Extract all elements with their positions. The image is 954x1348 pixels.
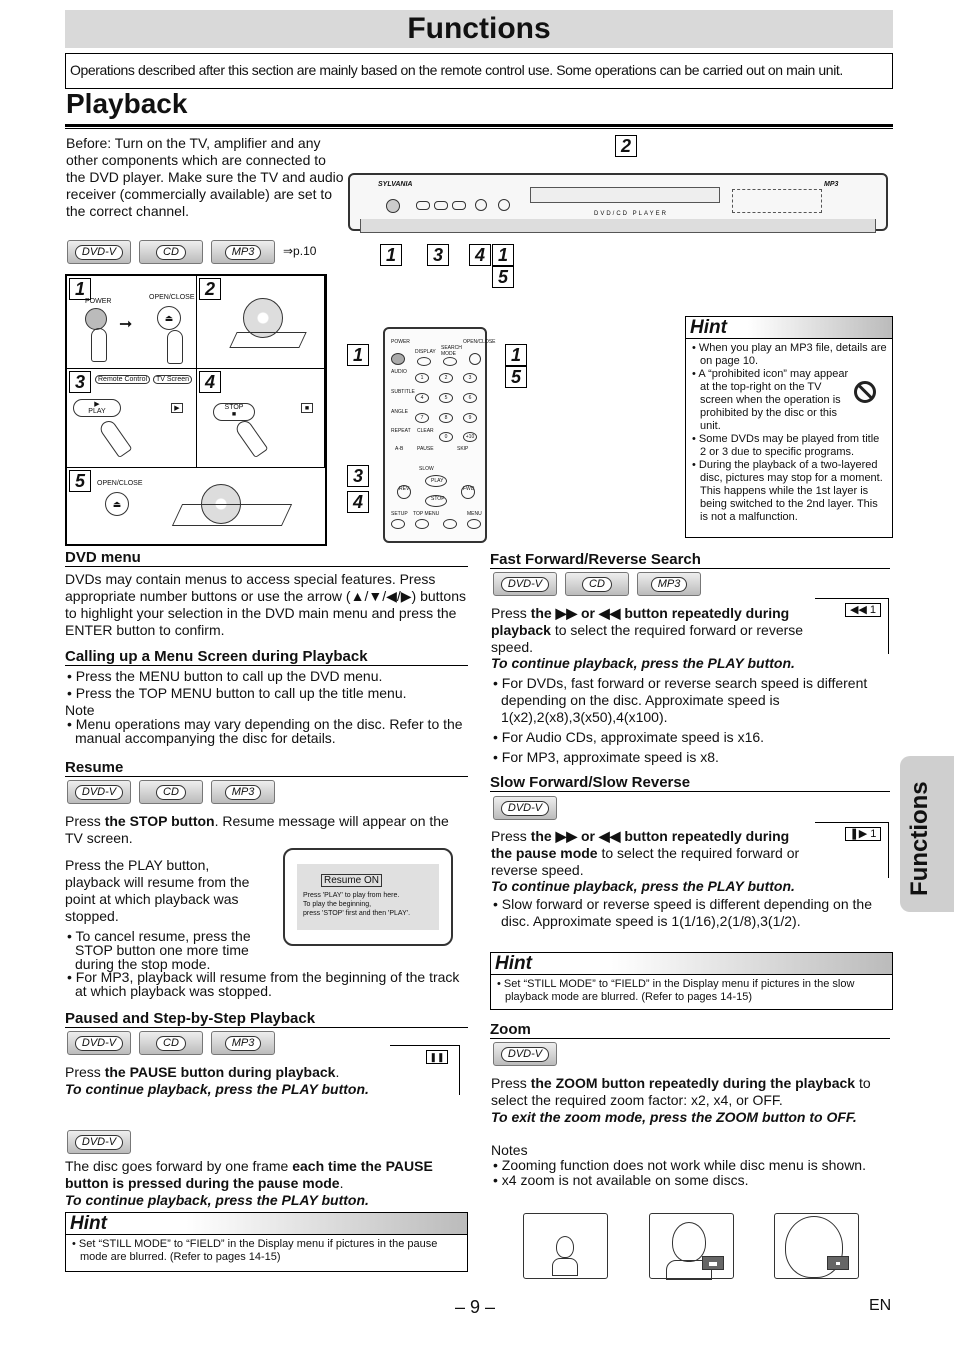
face-icon	[672, 1222, 706, 1262]
hint-list	[66, 1235, 467, 1267]
ff-heading: Fast Forward/Reverse Search	[490, 551, 890, 569]
list-item: • For MP3, approximate speed is x8.	[491, 749, 891, 766]
remote-menu-label: MENU	[467, 511, 482, 517]
before-text: Before: Turn on the TV, amplifier and any other components which are connected to the DVD player. Make sure the TV and audio receiver (commercially available) are set to the correct channel.	[66, 135, 344, 219]
face-icon	[556, 1236, 574, 1258]
eject-button-icon-5: ⏏	[105, 492, 129, 516]
remote-control-illustration	[383, 327, 496, 543]
remote-fwd-button[interactable]	[461, 485, 475, 499]
dvd-player-illustration	[348, 165, 893, 245]
disc-badges-resume	[67, 780, 327, 804]
zoom-heading: Zoom	[490, 1021, 890, 1039]
hand-icon-4	[234, 418, 269, 458]
arrow-icon: ➞	[119, 316, 133, 333]
step-4-cell	[197, 369, 325, 468]
zoom-indicator	[702, 1256, 724, 1270]
power-label: POWER	[85, 298, 112, 305]
mp3-badge: MP3	[211, 1031, 275, 1055]
side-tab-label: Functions	[906, 781, 933, 896]
slow-continue: To continue playback, press the PLAY button.	[491, 878, 795, 894]
remote-subtitle-label: SUBTITLE	[391, 389, 415, 395]
remote-search-label: SEARCH MODE	[441, 345, 462, 357]
dvd-menu-body: DVDs may contain menus to access special features. Press appropriate number buttons or use the arrow (▲/▼/◀/▶) buttons to highlight your selection in the DVD main menu and press the ENTER button to confirm.	[65, 571, 466, 638]
remote-angle-label: ANGLE	[391, 409, 408, 415]
key-9[interactable]: 9	[463, 413, 477, 423]
remote-callout-5: 5	[505, 366, 527, 388]
pause-display	[390, 1045, 460, 1095]
hand-icon-2	[167, 330, 183, 364]
key-1[interactable]: 1	[415, 373, 429, 383]
hint-title: Hint	[686, 317, 892, 339]
paused-continue-2: To continue playback, press the PLAY button.	[65, 1192, 369, 1208]
remote-callout-3: 3	[347, 465, 369, 487]
dvd-menu-heading: DVD menu	[65, 549, 468, 567]
hint-item: • When you play an MP3 file, details are on page 10.	[690, 342, 888, 368]
hint-box-top	[685, 316, 893, 538]
dvd-badge: DVD-V	[67, 1130, 131, 1154]
remote-clear-label: CLEAR	[417, 428, 434, 434]
remote-callout-1: 1	[347, 344, 369, 366]
cd-badge: CD	[139, 240, 203, 264]
open-close-button[interactable]	[498, 199, 510, 211]
hint-item: • A “prohibited icon” may appear at the top-right on the TV screen when the operation is prohibited by the disc or this unit.	[690, 368, 888, 433]
disc-tray	[530, 187, 720, 203]
calling-menu-list	[65, 668, 468, 702]
eject-button-icon: ⏏	[157, 306, 181, 330]
slow-heading: Slow Forward/Slow Reverse	[490, 774, 890, 792]
remote-slow-label: SLOW	[419, 466, 434, 472]
hint-item: • Some DVDs may be played from title 2 or 3 due to specific programs.	[690, 433, 888, 459]
callout-4: 4	[469, 244, 491, 266]
skip-fwd-button[interactable]	[452, 201, 466, 210]
remote-audio-label: AUDIO	[391, 369, 407, 375]
list-item: • For Audio CDs, approximate speed is x16.	[491, 729, 891, 746]
key-8[interactable]: 8	[439, 413, 453, 423]
mp3-badge: MP3	[211, 240, 275, 264]
ff-list	[491, 675, 891, 766]
key-5[interactable]: 5	[439, 393, 453, 403]
open-close-label-5: OPEN/CLOSE	[97, 480, 143, 487]
disc-badges-paused	[67, 1031, 327, 1055]
remote-pause-label: PAUSE	[417, 446, 434, 452]
calling-menu-note	[65, 717, 468, 745]
resume-screen-line: Press 'PLAY' to play from here.	[303, 892, 400, 899]
remote-setup-label: SETUP	[391, 511, 408, 517]
hint-list	[491, 975, 892, 1007]
dvd-badge: DVD-V	[493, 572, 557, 596]
zoom-p1: Press the ZOOM button repeatedly during the playback to select the required zoom factor: x2, x4, or OFF.	[491, 1075, 871, 1108]
list-item: • Press the MENU button to call up the DVD menu.	[65, 668, 468, 685]
callout-5: 5	[492, 266, 514, 288]
hint-item: • Set “STILL MODE” to “FIELD” in the Display menu if pictures in the slow playback mode are blurred. (Refer to pages 14-15)	[495, 978, 888, 1004]
play-button[interactable]	[416, 201, 430, 210]
player-label: DVD/CD PLAYER	[594, 211, 668, 217]
remote-skip-label: SKIP	[457, 446, 469, 452]
skip-back-button[interactable]	[434, 201, 448, 210]
remote-play-button[interactable]	[425, 475, 447, 487]
disc-badges-top	[67, 240, 347, 268]
stop-button-icon	[213, 403, 255, 421]
step-2-cell	[197, 276, 325, 369]
dvd-badge: DVD-V	[67, 1031, 131, 1055]
stop-icon: ■	[231, 411, 237, 418]
display-window	[732, 189, 822, 213]
ff-indicator: ◀◀ 1	[845, 603, 881, 617]
hint-item: • Set “STILL MODE” to “FIELD” in the Display menu if pictures in the pause mode are blurred. (Refer to pages 14-15)	[70, 1238, 463, 1264]
key-0[interactable]: 0	[439, 432, 453, 442]
remote-open-close-button[interactable]	[469, 353, 481, 365]
step-5-cell	[67, 468, 325, 544]
disc-badges-step	[67, 1130, 147, 1154]
page-ref: ⇒p.10	[283, 244, 317, 258]
cd-badge: CD	[139, 1031, 203, 1055]
brand-label: SYLVANIA	[378, 181, 413, 188]
key-3[interactable]: 3	[463, 373, 477, 383]
remote-number-pad	[415, 373, 485, 445]
resume-list-2	[65, 970, 468, 998]
remote-open-close-label: OPEN/CLOSE	[463, 339, 496, 345]
dvd-badge: DVD-V	[493, 796, 557, 820]
dvd-badge: DVD-V	[493, 1042, 557, 1066]
hint-title: Hint	[66, 1213, 467, 1235]
ff-display	[815, 598, 889, 654]
remote-stop-button[interactable]	[425, 495, 447, 507]
list-item: • Press the TOP MENU button to call up the title menu.	[65, 685, 468, 702]
remote-enter-button[interactable]	[443, 519, 457, 529]
step-2-number: 2	[199, 278, 221, 300]
section-title: Playback	[66, 88, 188, 119]
hand-icon	[91, 328, 107, 362]
section-rule	[65, 124, 893, 129]
page-title: Functions	[65, 10, 893, 48]
play-button-icon	[73, 399, 121, 417]
step-4-number: 4	[199, 371, 221, 393]
paused-continue: To continue playback, press the PLAY button.	[65, 1081, 369, 1097]
tv-stop-indicator: ■	[301, 403, 313, 413]
remote-setup-button[interactable]	[391, 519, 405, 529]
prohibited-icon	[854, 381, 876, 403]
play-icon: ▶	[94, 401, 100, 408]
ff-continue: To continue playback, press the PLAY button.	[491, 655, 795, 671]
remote-rev-button[interactable]	[397, 485, 411, 499]
hint-box-pause	[65, 1212, 468, 1272]
mp3-badge: MP3	[211, 780, 275, 804]
step-3-cell	[67, 369, 197, 468]
key-4[interactable]: 4	[415, 393, 429, 403]
power-button[interactable]	[386, 199, 400, 213]
remote-search-button[interactable]	[443, 357, 457, 366]
slow-display	[815, 822, 889, 878]
tray-icon	[229, 332, 306, 348]
mp3-label: MP3	[824, 181, 839, 188]
ff-p1: Press the ▶▶ or ◀◀ button repeatedly during playback to select the required forward or reverse speed.	[491, 605, 804, 655]
list-item: • Zooming function does not work while disc menu is shown.	[491, 1158, 891, 1173]
page-number: – 9 –	[455, 1297, 496, 1317]
remote-power-button[interactable]	[391, 353, 405, 365]
remote-rev-label: REV	[399, 486, 410, 492]
hint-box-slow	[490, 952, 893, 1010]
calling-menu-heading: Calling up a Menu Screen during Playback	[65, 648, 468, 666]
callout-2: 2	[615, 135, 637, 157]
paused-heading: Paused and Step-by-Step Playback	[65, 1010, 468, 1028]
key-7[interactable]: 7	[415, 413, 429, 423]
cd-badge: CD	[565, 572, 629, 596]
zoom-exit: To exit the zoom mode, press the ZOOM button to OFF.	[491, 1109, 857, 1125]
resume-list	[65, 929, 275, 971]
intro-text: Operations described after this section are mainly based on the remote control use. Some operations can be carried out on main unit.	[65, 53, 893, 89]
step-1-cell	[67, 276, 197, 369]
zoom-frame-1	[523, 1213, 608, 1279]
slow-indicator: ❚▶ 1	[845, 827, 881, 841]
remote-top-menu-button[interactable]	[415, 519, 429, 529]
remote-menu-button[interactable]	[467, 519, 481, 529]
slow-p1: Press the ▶▶ or ◀◀ button repeatedly during the pause mode to select the required forward or reverse speed.	[491, 828, 800, 878]
remote-top-menu-label: TOP MENU	[413, 511, 440, 517]
list-item: • For DVDs, fast forward or reverse search speed is different depending on the disc. Approximate speed is 1(x2),2(x8),3(x50),4(x100).	[491, 675, 891, 726]
step-3-number: 3	[69, 371, 91, 393]
remote-control-tag: Remote Control	[95, 375, 150, 384]
functions-side-tab	[900, 756, 954, 912]
resume-heading: Resume	[65, 759, 468, 777]
disc-badges-slow	[493, 796, 573, 820]
note-label: Note	[65, 702, 95, 718]
remote-power-label: POWER	[391, 339, 410, 345]
key-plus10[interactable]: +10	[463, 432, 477, 442]
resume-screen-line: press 'STOP' first and then 'PLAY'.	[303, 910, 411, 917]
power-button-icon	[85, 308, 107, 330]
paused-p1: Press the PAUSE button during playback.	[65, 1064, 340, 1080]
dvd-badge: DVD-V	[67, 780, 131, 804]
resume-screen-line: To play the beginning,	[303, 901, 372, 908]
hand-icon-3	[98, 418, 133, 458]
pause-indicator: ❚❚	[426, 1050, 448, 1064]
step-5-number: 5	[69, 470, 91, 492]
step-1-number: 1	[69, 278, 91, 300]
remote-stop-label: STOP	[431, 496, 445, 502]
zoom-indicator	[827, 1256, 849, 1270]
tray-icon-5	[172, 504, 292, 526]
list-item: • Slow forward or reverse speed is different depending on the disc. Approximate speed is 1(1/16),2(1/8),3(1/2).	[491, 896, 891, 930]
disc-badges-zoom	[493, 1042, 573, 1066]
stop-button[interactable]	[475, 199, 487, 211]
paused-p2: The disc goes forward by one frame each time the PAUSE button is pressed during the pause mode.	[65, 1158, 433, 1191]
notes-label: Notes	[491, 1142, 528, 1158]
tv-screen-tag: TV Screen	[153, 375, 192, 384]
open-close-label: OPEN/CLOSE	[149, 294, 195, 301]
hint-list	[686, 339, 892, 527]
resume-on-label: Resume ON	[321, 874, 382, 887]
remote-callout-1b: 1	[505, 344, 527, 366]
zoom-list	[491, 1158, 891, 1188]
callout-3: 3	[427, 244, 449, 266]
language-label: EN	[869, 1297, 892, 1314]
resume-p1: Press the STOP button. Resume message will appear on the TV screen.	[65, 813, 449, 846]
resume-p2: Press the PLAY button, playback will resume from the point at which playback was stopped.	[65, 857, 250, 924]
cd-badge: CD	[139, 780, 203, 804]
remote-display-label: DISPLAY	[415, 349, 436, 355]
mp3-badge: MP3	[637, 572, 701, 596]
tv-screen-resume	[283, 848, 453, 946]
remote-callout-4: 4	[347, 491, 369, 513]
zoom-frame-2	[649, 1213, 734, 1279]
remote-display-button[interactable]	[417, 357, 431, 366]
hint-title: Hint	[491, 953, 892, 975]
step-grid	[65, 274, 327, 546]
remote-repeat-label: REPEAT	[391, 428, 411, 434]
hint-item: • During the playback of a two-layered disc, pictures may stop for a moment. This happens while the 1st layer is being switched to the 2nd layer. This is not a malfunction.	[690, 459, 888, 524]
slow-list	[491, 896, 891, 930]
key-6[interactable]: 6	[463, 393, 477, 403]
tv-play-indicator: ▶	[171, 403, 183, 413]
play-label: PLAY	[88, 408, 106, 415]
remote-ab-label: A-B	[395, 446, 404, 452]
body-icon	[552, 1258, 578, 1276]
list-item: • For MP3, playback will resume from the beginning of the track at which playback was stopped.	[65, 970, 468, 998]
list-item: • x4 zoom is not available on some discs.	[491, 1173, 891, 1188]
remote-fwd-label: FWD	[463, 486, 475, 492]
list-item: • To cancel resume, press the STOP button one more time during the stop mode.	[65, 929, 275, 971]
remote-play-label: PLAY	[431, 478, 444, 484]
stop-label: STOP	[224, 404, 244, 411]
callout-1: 1	[380, 244, 402, 266]
disc-badges-ff	[493, 572, 753, 596]
dvd-badge: DVD-V	[67, 240, 131, 264]
callout-1b: 1	[492, 244, 514, 266]
zoom-frame-3	[774, 1213, 859, 1279]
list-item: • Menu operations may vary depending on the disc. Refer to the manual accompanying the disc for details.	[65, 717, 468, 745]
key-2[interactable]: 2	[439, 373, 453, 383]
